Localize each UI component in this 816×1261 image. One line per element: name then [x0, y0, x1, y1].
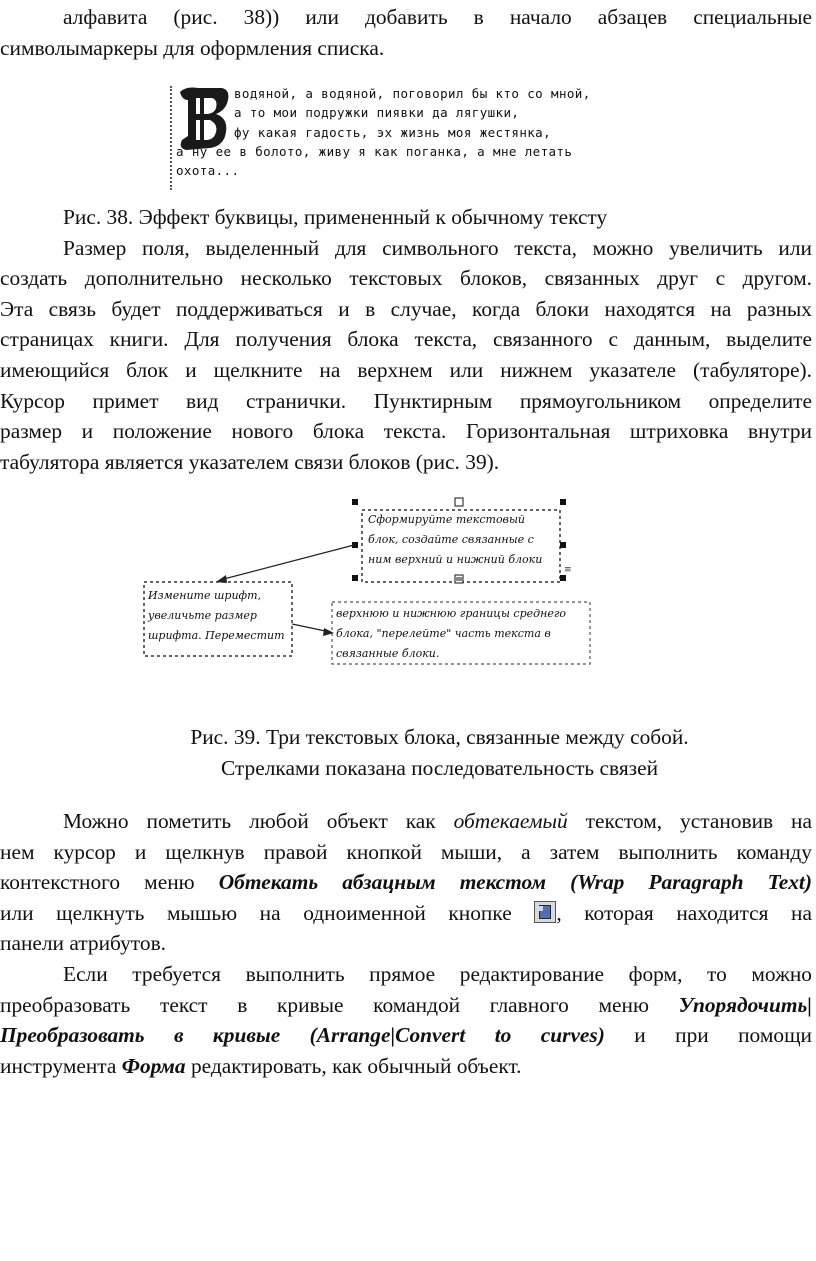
text-block-top: [368, 510, 542, 570]
text-block-left: [148, 586, 285, 646]
text-line: [0, 1051, 812, 1082]
figure-38-dropcap: [168, 84, 591, 192]
figure-38-caption: Рис. 38. Эффект буквицы, примененный к обычному тексту: [63, 205, 608, 229]
text-run: Можно пометить любой объект как: [63, 809, 454, 833]
text-run: контекстного меню: [0, 870, 219, 895]
paragraph-intro: [0, 2, 814, 63]
text-line: фу какая гадость, эх жизнь моя жестянка,: [234, 124, 552, 140]
figure-39-caption: [0, 722, 816, 783]
text-line: [0, 898, 812, 929]
text-run: или щелкнуть мышью на одноименной кнопке: [0, 900, 535, 925]
text-run: , которая находится на: [556, 900, 813, 925]
text-line: [0, 806, 812, 837]
handwritten-line: Сформируйте текстовый: [368, 513, 526, 526]
text-line: охота...: [176, 163, 240, 179]
caption-line: Рис. 39. Три текстовых блока, связанные между собой.: [190, 725, 689, 749]
dropcap-text: [172, 84, 591, 180]
text-line: нем курсор и щелкнув правой кнопкой мыши, а затем выполнить команду: [0, 839, 812, 864]
text-line: Размер поля, выделенный для символьного текста, можно увеличить или: [63, 235, 812, 260]
text-line: панели атрибутов.: [0, 931, 167, 956]
handwritten-line: блока, "перелейте" часть текста в: [336, 627, 551, 640]
menu-command: Обтекать абзацным текстом (Wrap Paragraph Text): [218, 870, 812, 895]
text-line: Эта связь будет поддерживаться и в случае, когда блоки находятся на разных: [0, 296, 812, 321]
text-line: создать дополнительно несколько текстовых блоков, связанных друг с другом.: [0, 266, 812, 291]
menu-command: Преобразовать в кривые (Arrange|Convert to curves): [0, 1023, 605, 1048]
text-line: [0, 867, 812, 898]
text-line: алфавита (рис. 38)) или добавить в начало абзацев специальные: [63, 5, 812, 29]
text-run: и при помощи: [604, 1023, 812, 1048]
text-run: редактировать, как обычный объект.: [185, 1053, 522, 1078]
paragraph-linked-blocks: [0, 202, 814, 477]
text-line: страницах книги. Для получения блока текста, связанного с данным, выделите: [0, 327, 812, 352]
paragraph-convert-curves: [0, 959, 814, 1081]
text-run: текстом, установив на: [567, 809, 812, 833]
handwritten-line: верхнюю и нижнюю границы среднего: [336, 607, 567, 620]
text-line: а то мои подружки пиявки да лягушки,: [234, 105, 520, 121]
figure-39-linked-blocks: [140, 494, 600, 674]
text-line: а ну ее в болото, живу я как поганка, а мне летать: [176, 143, 573, 159]
text-line: Если требуется выполнить прямое редактирование форм, то можно: [63, 962, 812, 986]
handwritten-line: увеличьте размер: [148, 609, 257, 622]
text-line: Курсор примет вид странички. Пунктирным прямоугольником определите: [0, 388, 812, 413]
text-line: водяной, а водяной, поговорил бы кто со мной,: [234, 86, 591, 101]
text-run: преобразовать текст в кривые командой главного меню: [0, 992, 679, 1017]
paragraph-wrap-text: [0, 806, 814, 959]
text-line: [0, 1020, 812, 1051]
caption-line: Стрелками показана последовательность связей: [220, 755, 659, 780]
handwritten-line: блок, создайте связанные с: [368, 533, 534, 546]
handwritten-line: шрифта. Переместит: [148, 629, 285, 642]
svg-text:≡: ≡: [564, 565, 572, 575]
text-line: [0, 990, 812, 1021]
tool-name: Форма: [121, 1053, 186, 1078]
text-line: имеющийся блок и щелкните на верхнем или нижнем указателе (табуляторе).: [0, 357, 812, 382]
menu-command: Упорядочить|: [678, 992, 812, 1017]
text-line: символымаркеры для оформления списка.: [0, 35, 385, 60]
handwritten-line: ним верхний и нижний блоки: [368, 553, 543, 566]
wrap-paragraph-text-icon: [534, 901, 556, 923]
term-wrapped: обтекаемый: [453, 809, 568, 833]
handwritten-line: Измените шрифт,: [148, 589, 262, 602]
handwritten-line: связанные блоки.: [336, 647, 440, 660]
text-line: размер и положение нового блока текста. Горизонтальная штриховка внутри: [0, 419, 812, 444]
text-line: табулятора является указателем связи блоков (рис. 39).: [0, 449, 500, 474]
text-block-right: [336, 604, 566, 664]
text-run: инструмента: [0, 1053, 122, 1078]
